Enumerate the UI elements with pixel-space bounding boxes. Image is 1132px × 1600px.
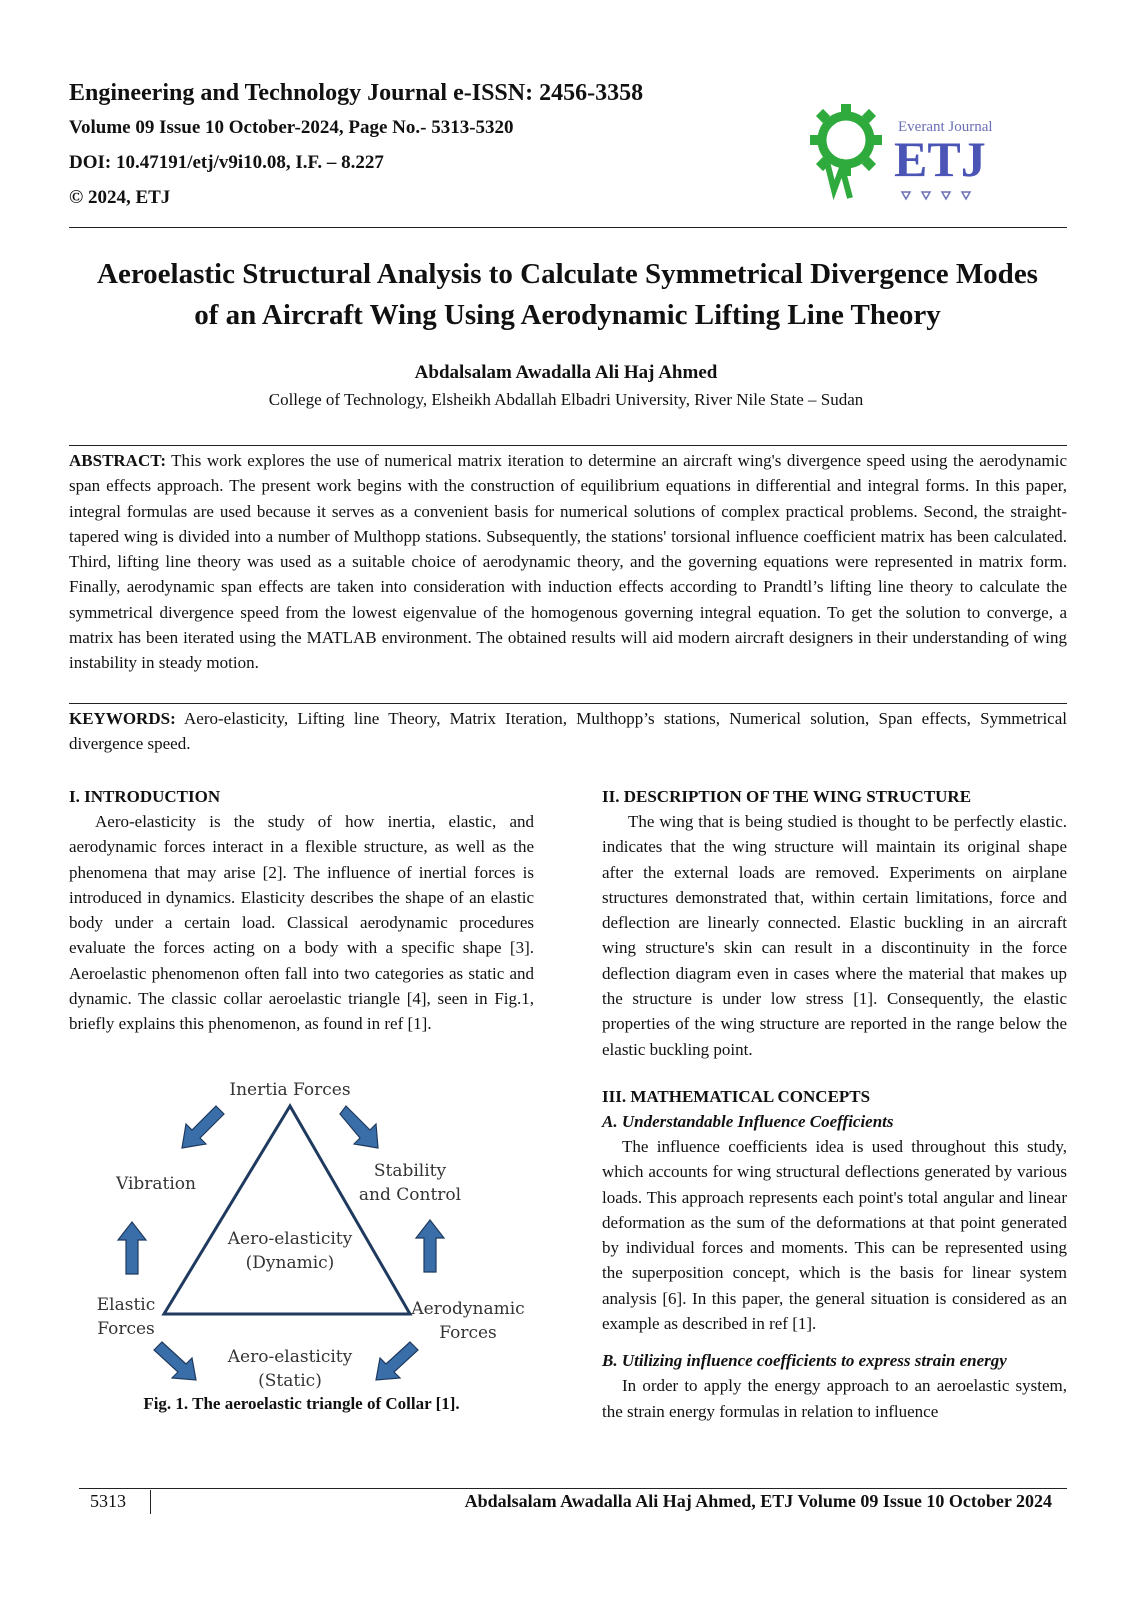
logo-small-text: Everant Journal — [898, 119, 993, 135]
title-line-1: Aeroelastic Structural Analysis to Calculate Symmetrical Divergence Modes — [97, 258, 1038, 290]
footer-citation: Abdalsalam Awadalla Ali Haj Ahmed, ETJ Volume 09 Issue 10 October 2024 — [464, 1491, 1052, 1511]
intro-heading: I. INTRODUCTION — [69, 787, 221, 806]
page-number: 5313 — [90, 1491, 126, 1511]
arrow-icon — [340, 1106, 378, 1148]
subsection-b-text: In order to apply the energy approach to an aeroelastic system, the strain energy formulas in relation to influence — [602, 1376, 1067, 1421]
volume-info: Volume 09 Issue 10 October-2024, Page No.- 5313-5320 — [69, 117, 514, 138]
section2-heading: II. DESCRIPTION OF THE WING STRUCTURE — [602, 787, 972, 806]
title-line-2: of an Aircraft Wing Using Aerodynamic Lifting Line Theory — [194, 299, 941, 331]
etj-logo — [806, 98, 1020, 208]
arrow-icon — [118, 1222, 146, 1274]
journal-name: Engineering and Technology Journal e-ISSN: 2456-3358 — [69, 80, 644, 106]
abstract-label: ABSTRACT: — [69, 451, 166, 470]
author: Abdalsalam Awadalla Ali Haj Ahmed — [414, 362, 718, 383]
section2-text: The wing that is being studied is thought to be perfectly elastic. indicates that the wing structure will maintain its original shape after the external loads are removed. Experiments on airplane structures demonstrated that, within certain limitations, force and deflection are linearly connected. Elastic buckling in an aircraft wing structure's skin can result in a discontinuity in the force deflection diagram even in cases where the material that makes up the structure is under low stress [1]. Consequently, the elastic properties of the wing structure are reported in the range below the elastic buckling point. — [602, 812, 1067, 1059]
aeroelastic-triangle-figure — [92, 1064, 532, 1394]
subsection-b-heading: B. Utilizing influence coefficients to express strain energy — [602, 1351, 1007, 1371]
label-vibration: Vibration — [115, 1174, 197, 1194]
footer-divider — [150, 1490, 151, 1514]
label-aerodynamic: Aerodynamic — [411, 1299, 525, 1319]
keywords-rule — [69, 703, 1067, 704]
label-inertia-forces: Inertia Forces — [229, 1080, 351, 1100]
keywords — [69, 706, 1067, 757]
right-column — [602, 784, 1067, 1424]
label-aeroelasticity-dynamic: Aero-elasticity — [227, 1229, 353, 1249]
figure-caption: Fig. 1. The aeroelastic triangle of Collar [1]. — [143, 1394, 460, 1413]
gear-icon — [810, 104, 882, 198]
arrow-icon — [182, 1106, 224, 1148]
keywords-label: KEYWORDS: — [69, 709, 176, 728]
doi-info: DOI: 10.47191/etj/v9i10.08, I.F. – 8.227 — [69, 152, 384, 173]
label-dynamic: (Dynamic) — [245, 1253, 335, 1273]
abstract-text: This work explores the use of numerical matrix iteration to determine an aircraft wing's divergence speed using the aerodynamic span effects approach. The present work begins with the construction of equilibrium equations in differential and integral forms. In this paper, integral formulas are used because it serves as a convenient basis for numerical solutions of complex practical problems. Second, the straight-tapered wing is divided into a number of Multhopp stations. Subsequently, the stations' torsional influence coefficient matrix has been calculated. Third, lifting line theory was used as a suitable choice of aerodynamic theory, and the governing equations were represented in matrix form. Finally, aerodynamic span effects are taken into consideration with induction effects according to Prandtl’s lifting line theory to calculate the symmetrical divergence speed from the lowest eigenvalue of the homogenous governing integral equation. To get the solution to converge, a matrix has been iterated using the MATLAB environment. The obtained results will aid modern aircraft designers in their understanding of wing instability in steady motion. — [69, 451, 1067, 673]
copyright: © 2024, ETJ — [69, 187, 171, 208]
label-aerodynamic-forces: Forces — [439, 1323, 497, 1343]
label-aeroelasticity-static: Aero-elasticity — [227, 1347, 353, 1367]
label-and-control: and Control — [358, 1185, 462, 1205]
header-rule — [69, 227, 1067, 228]
abstract — [69, 448, 1067, 676]
affiliation: College of Technology, Elsheikh Abdallah Elbadri University, River Nile State – Sudan — [268, 390, 864, 409]
logo-big-text: ETJ — [894, 131, 986, 187]
subsection-a-heading: A. Understandable Influence Coefficients — [602, 1111, 894, 1131]
intro-text: Aero-elasticity is the study of how inertia, elastic, and aerodynamic forces interact in a flexible structure, as well as the phenomena that may arise [2]. The influence of inertial forces is introduced in dynamics. Elasticity describes the shape of an elastic body under a certain load. Classical aerodynamic procedures evaluate the forces acting on a body with a specific shape [3]. Aeroelastic phenomenon often fall into two categories as static and dynamic. The classic collar aeroelastic triangle [4], seen in Fig.1, briefly explains this phenomenon, as found in ref [1]. — [69, 812, 534, 1034]
arrow-icon — [376, 1342, 418, 1380]
label-elastic-forces: Forces — [97, 1319, 155, 1339]
label-stability: Stability — [373, 1161, 447, 1181]
arrow-icon — [154, 1342, 196, 1380]
keywords-text: Aero-elasticity, Lifting line Theory, Matrix Iteration, Multhopp’s stations, Numerical solution, Span effects, Symmetrical divergence speed. — [69, 709, 1067, 754]
label-elastic: Elastic — [96, 1295, 156, 1315]
paper-title — [60, 254, 1075, 336]
abstract-top-rule — [69, 445, 1067, 446]
section3-heading: III. MATHEMATICAL CONCEPTS — [602, 1086, 871, 1106]
arrow-icon — [416, 1220, 444, 1272]
left-column — [69, 784, 534, 1037]
label-static: (Static) — [258, 1371, 322, 1391]
subsection-a-text: The influence coefficients idea is used throughout this study, which accounts for wing structural deflections generated by various loads. This approach represents each point's total angular and linear deformation as the sum of the deformations at that point generated by individual forces and moments. This can be represented using the superposition concept, which is the basis for linear system analysis [6]. In this paper, the general situation is considered as an example as described in ref [1]. — [602, 1136, 1067, 1334]
